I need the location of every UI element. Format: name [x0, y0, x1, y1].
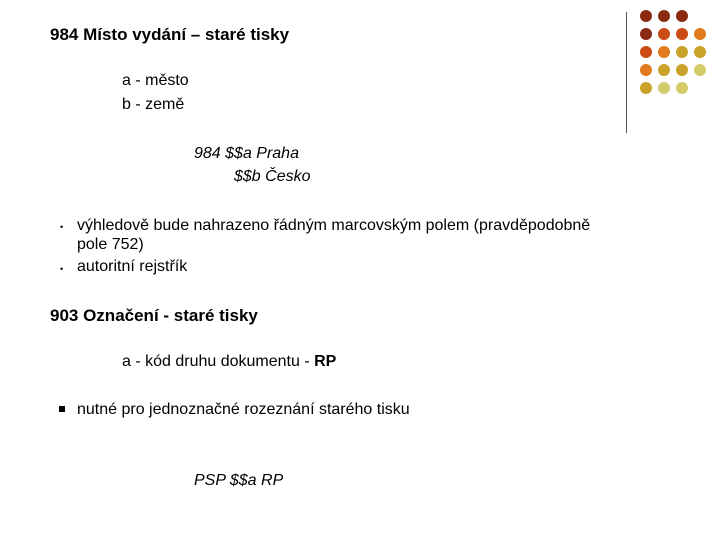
bullet-marker: • [60, 264, 64, 274]
decorative-dot [658, 28, 670, 40]
bullet-text-line1: výhledově bude nahrazeno řádným marcovským polem (pravděpodobně [77, 217, 591, 234]
subfield-b-label: b - země [122, 96, 185, 113]
decorative-dot [640, 46, 652, 58]
decorative-dot [676, 46, 688, 58]
decorative-dot [640, 82, 652, 94]
subfield-a-code: RP [314, 353, 337, 370]
example-line-903: PSP $$a RP [194, 472, 284, 489]
decorative-dot [658, 64, 670, 76]
decorative-dot [676, 64, 688, 76]
subfield-a-label [122, 353, 336, 371]
decorative-dot [676, 28, 688, 40]
decorative-dot [676, 10, 688, 22]
decorative-dot [694, 28, 706, 40]
square-bullet-marker [59, 406, 65, 412]
bullet-marker: • [60, 222, 64, 232]
example-line-984-a: 984 $$a Praha [194, 145, 299, 162]
bullet-text-line2: pole 752) [77, 236, 144, 253]
decorative-dot [640, 28, 652, 40]
section-heading-903: 903 Označení - staré tisky [50, 306, 258, 325]
decorative-dot-grid [640, 10, 712, 110]
decorative-dot [658, 82, 670, 94]
bullet-text: nutné pro jednoznačné rozeznání starého tisku [77, 401, 410, 418]
section-heading-984: 984 Místo vydání – staré tisky [50, 25, 290, 44]
decorative-dot [694, 64, 706, 76]
decorative-dot [658, 10, 670, 22]
decorative-dot [640, 10, 652, 22]
decorative-dot [694, 46, 706, 58]
bullet-text: autoritní rejstřík [77, 258, 188, 275]
decorative-dot [676, 82, 688, 94]
subfield-a-label: a - město [122, 72, 189, 89]
decorative-vertical-line [626, 12, 627, 133]
decorative-dot [658, 46, 670, 58]
subfield-a-text: a - kód druhu dokumentu - [122, 353, 315, 370]
example-line-984-b: $$b Česko [234, 168, 311, 185]
decorative-dot [640, 64, 652, 76]
